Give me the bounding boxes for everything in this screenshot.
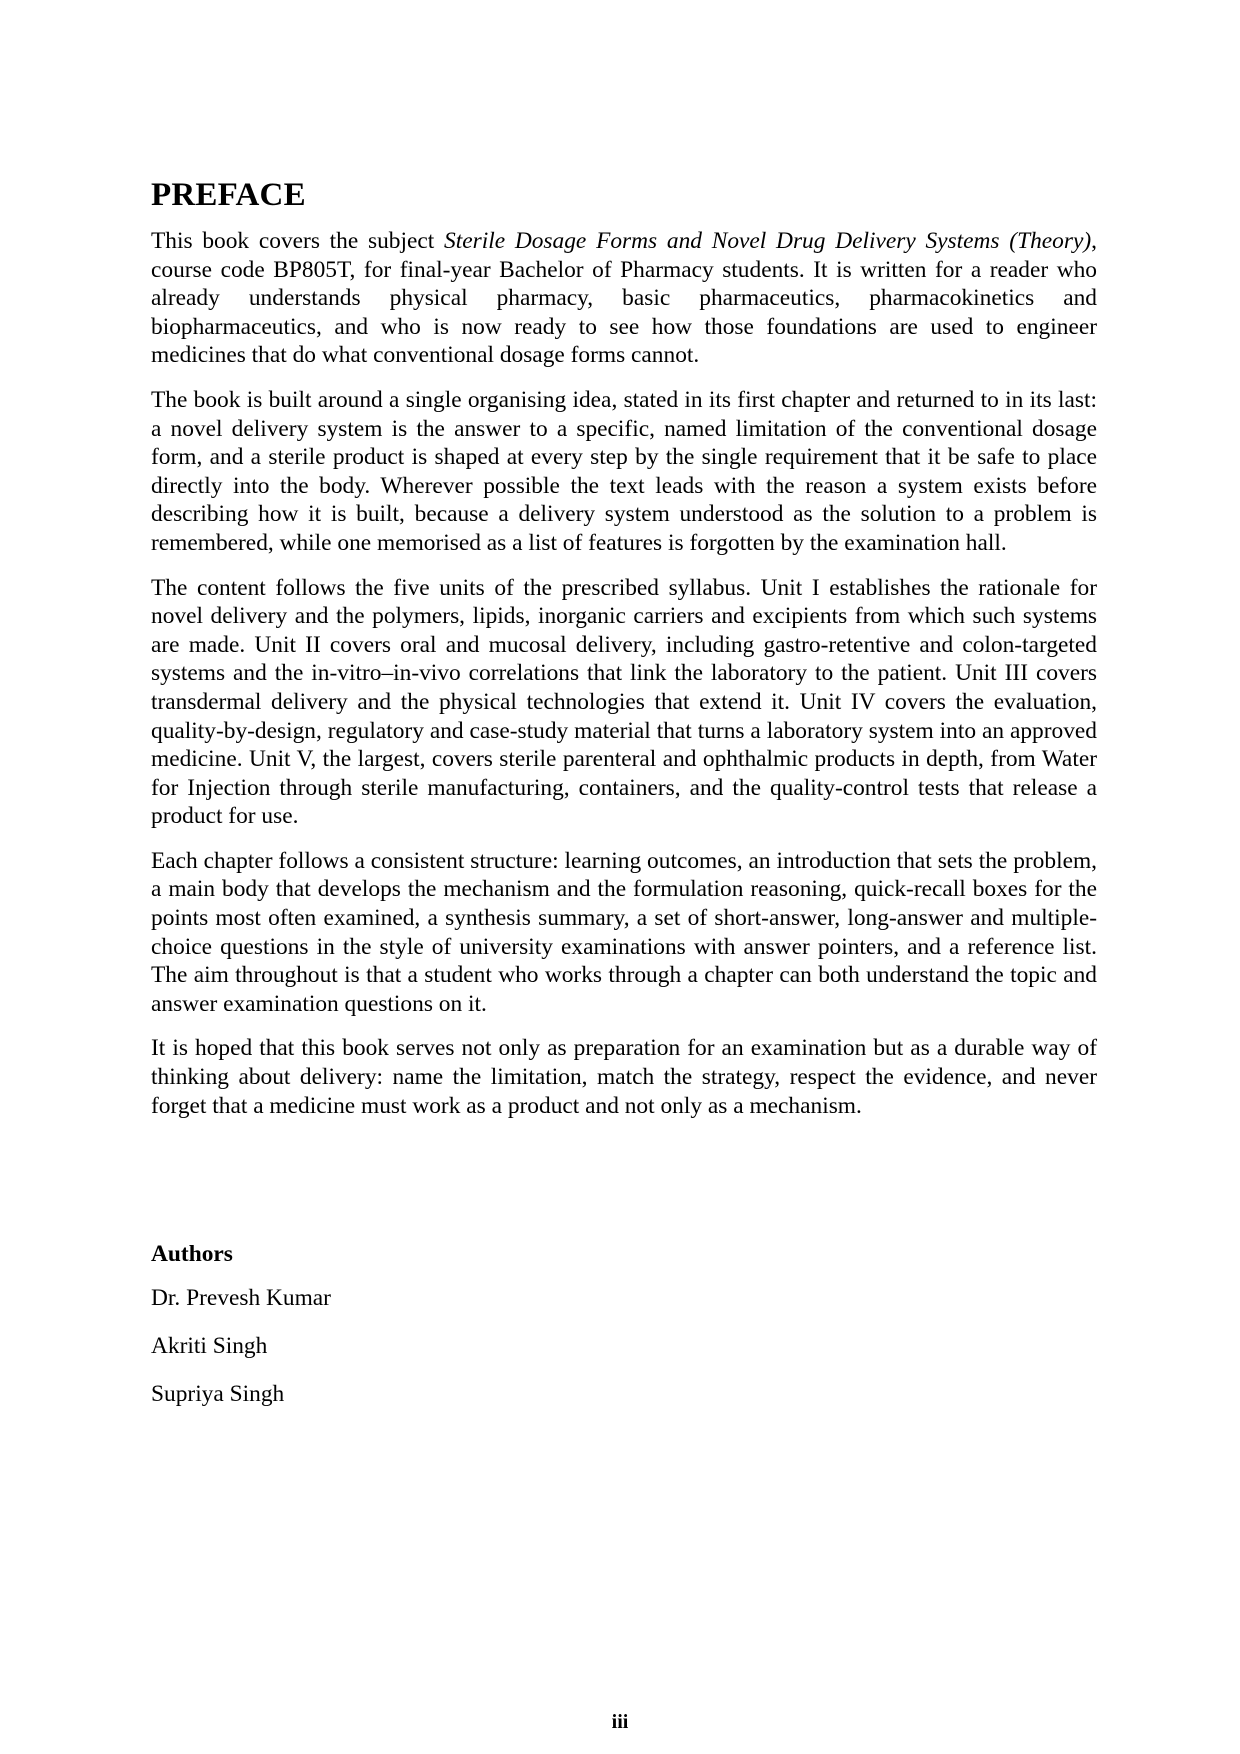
preface-paragraph-1	[151, 227, 1097, 370]
author-name: Akriti Singh	[151, 1333, 268, 1359]
preface-paragraph-2: The book is built around a single organising idea, stated in its first chapter and returned to in its last: a novel delivery system is the answer to a specific, named limitation of the conventional dosage form, and a sterile product is shaped at every step by the single requirement that it be safe to place directly into the body. Wherever possible the text leads with the reason a system exists before describing how it is built, because a delivery system understood as the solution to a problem is remembered, while one memorised as a list of features is forgotten by the examination hall.	[151, 386, 1097, 556]
page-title: PREFACE	[151, 177, 306, 213]
authors-section	[151, 1240, 651, 1428]
subject-title: Sterile Dosage Forms and Novel Drug Delivery Systems (Theory)	[444, 228, 1092, 254]
preface-paragraph-3: The content follows the five units of the prescribed syllabus. Unit I establishes the rationale for novel delivery and the polymers, lipids, inorganic carriers and excipients from which such systems are made. Unit II covers oral and mucosal delivery, including gastro-retentive and colon-targeted systems and the in-vitro–in-vivo correlations that link the laboratory to the patient. Unit III covers transdermal delivery and the physical technologies that extend it. Unit IV covers the evaluation, quality-by-design, regulatory and case-study material that turns a laboratory system into an approved medicine. Unit V, the largest, covers sterile parenteral and ophthalmic products in depth, from Water for Injection through sterile manufacturing, containers, and the quality-control tests that release a product for use.	[151, 574, 1097, 830]
authors-heading: Authors	[151, 1241, 233, 1267]
author-name: Supriya Singh	[151, 1381, 285, 1407]
preface-content	[151, 175, 1097, 1136]
preface-paragraph-5: It is hoped that this book serves not only as preparation for an examination but as a durable way of thinking about delivery: name the limitation, match the strategy, respect the evidence, and never forget that a medicine must work as a product and not only as a mechanism.	[151, 1035, 1097, 1119]
paragraph-1-intro: This book covers the subject	[151, 228, 445, 254]
author-name: Dr. Prevesh Kumar	[151, 1285, 331, 1311]
page-number: iii	[611, 1711, 629, 1733]
preface-paragraph-4: Each chapter follows a consistent structure: learning outcomes, an introduction that sets the problem, a main body that develops the mechanism and the formulation reasoning, quick-recall boxes for the points most often examined, a synthesis summary, a set of short-answer, long-answer and multiple-choice questions in the style of university examinations with answer pointers, and a reference list. The aim throughout is that a student who works through a chapter can both understand the topic and answer examination questions on it.	[151, 847, 1097, 1017]
paragraph-1-rest: , course code BP805T, for final-year Bachelor of Pharmacy students. It is written for a reader who already understands physical pharmacy, basic pharmaceutics, pharmacokinetics and biopharmaceutics, and who is now ready to see how those foundations are used to engineer medicines that do what conventional dosage forms cannot.	[151, 228, 1097, 369]
